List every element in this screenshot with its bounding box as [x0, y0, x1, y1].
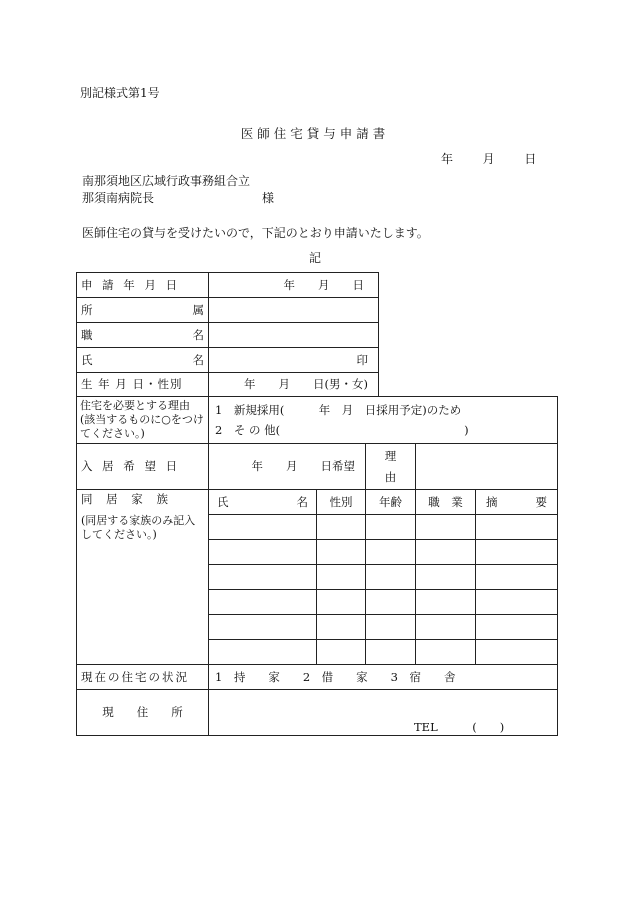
label-position: 職 名	[77, 323, 209, 348]
birthdate-sex-field[interactable]: 年 月 日(男・女)	[209, 373, 379, 397]
reason-options[interactable]	[209, 397, 558, 444]
family-name-cell[interactable]	[209, 590, 317, 615]
table-row	[77, 298, 379, 323]
table-row	[77, 690, 558, 736]
applicant-table	[76, 272, 379, 397]
family-job-cell[interactable]	[416, 615, 476, 640]
date-day: 日	[524, 152, 537, 166]
label-family: 同 居 家 族 (同居する家族のみ記入してください。)	[77, 490, 209, 665]
date-month: 月	[482, 152, 495, 166]
family-note-cell[interactable]	[476, 540, 558, 565]
body-text: 医師住宅の貸与を受けたいので，下記のとおり申請いたします。	[82, 226, 429, 240]
family-note-cell[interactable]	[476, 565, 558, 590]
family-job-cell[interactable]	[416, 565, 476, 590]
move-in-date-field[interactable]: 年 月 日希望	[209, 444, 366, 490]
addressee-line-1: 南那須地区広域行政事務組合立	[82, 174, 251, 188]
family-age-cell[interactable]	[366, 640, 416, 665]
label-address: 現 住 所	[77, 690, 209, 736]
table-row	[77, 665, 558, 690]
label-birthdate-sex: 生 年 月 日・性別	[77, 373, 209, 397]
tel-field[interactable]: TEL ( )	[414, 719, 505, 734]
family-name-cell[interactable]	[209, 540, 317, 565]
table-row	[77, 444, 558, 490]
table-row	[77, 323, 379, 348]
family-sex-cell[interactable]	[317, 640, 366, 665]
table-row	[77, 373, 379, 397]
seal-mark: 印	[356, 352, 368, 367]
family-name-cell[interactable]	[209, 640, 317, 665]
family-note-cell[interactable]	[476, 515, 558, 540]
family-age-cell[interactable]	[366, 615, 416, 640]
name-field[interactable]	[209, 348, 379, 373]
header-age: 年齢	[366, 490, 416, 515]
header-name: 氏 名	[209, 490, 317, 515]
label-affiliation: 所 属	[77, 298, 209, 323]
family-sex-cell[interactable]	[317, 565, 366, 590]
header-job: 職 業	[416, 490, 476, 515]
family-age-cell[interactable]	[366, 515, 416, 540]
family-sex-cell[interactable]	[317, 540, 366, 565]
label-housing: 現在の住宅の状況	[77, 665, 209, 690]
date-year: 年	[441, 152, 454, 166]
family-job-cell[interactable]	[416, 640, 476, 665]
date-line	[441, 150, 536, 167]
family-sex-cell[interactable]	[317, 615, 366, 640]
family-age-cell[interactable]	[366, 565, 416, 590]
address-field[interactable]	[209, 690, 558, 736]
family-age-cell[interactable]	[366, 540, 416, 565]
table-row	[77, 348, 379, 373]
addressee-line-2: 那須南病院長	[82, 191, 155, 205]
reason-option-2[interactable]: 2 そ の 他( )	[215, 423, 469, 437]
family-job-cell[interactable]	[416, 515, 476, 540]
table-row	[77, 397, 558, 444]
label-reason: 住宅を必要とする理由(該当するものに○をつけてください。)	[77, 397, 209, 444]
page-title: 医師住宅貸与申請書	[240, 126, 390, 141]
detail-table	[76, 396, 558, 736]
label-application-date: 申 請 年 月 日	[77, 273, 209, 298]
table-row	[77, 490, 558, 515]
family-sex-cell[interactable]	[317, 515, 366, 540]
label-name: 氏 名	[77, 348, 209, 373]
form-number: 別記様式第1号	[80, 86, 160, 100]
honorific: 様	[262, 191, 275, 205]
label-move-in-reason: 理 由	[366, 444, 416, 490]
label-move-in: 入 居 希 望 日	[77, 444, 209, 490]
family-job-cell[interactable]	[416, 540, 476, 565]
family-note: (同居する家族のみ記入してください。)	[81, 514, 196, 542]
affiliation-field[interactable]	[209, 298, 379, 323]
family-note-cell[interactable]	[476, 615, 558, 640]
family-note-cell[interactable]	[476, 640, 558, 665]
table-row	[77, 273, 379, 298]
position-field[interactable]	[209, 323, 379, 348]
family-sex-cell[interactable]	[317, 590, 366, 615]
family-name-cell[interactable]	[209, 515, 317, 540]
header-note: 摘 要	[476, 490, 558, 515]
family-name-cell[interactable]	[209, 565, 317, 590]
application-date-field[interactable]: 年 月 日	[209, 273, 379, 298]
reason-option-1[interactable]: 1 新規採用( 年 月 日採用予定)のため	[215, 402, 462, 417]
header-sex: 性別	[317, 490, 366, 515]
ki-heading: 記	[308, 251, 321, 265]
family-age-cell[interactable]	[366, 590, 416, 615]
family-note-cell[interactable]	[476, 590, 558, 615]
move-in-reason-field[interactable]	[416, 444, 558, 490]
housing-options[interactable]: 1 持 家 2 借 家 3 宿 舎	[209, 665, 558, 690]
family-job-cell[interactable]	[416, 590, 476, 615]
family-name-cell[interactable]	[209, 615, 317, 640]
